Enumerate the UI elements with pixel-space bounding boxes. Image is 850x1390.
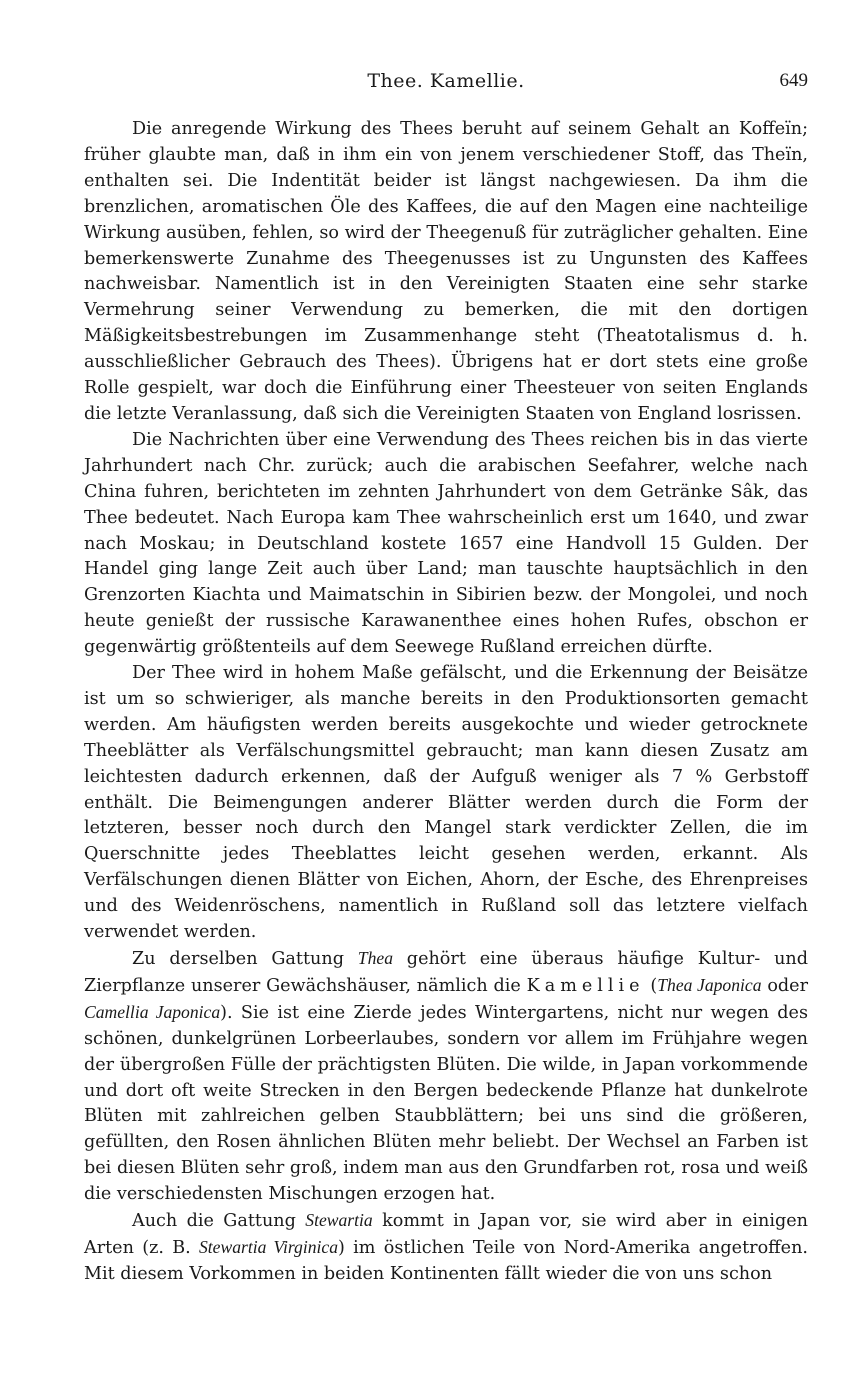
species-camellia-japonica: Camellia Japonica — [84, 1001, 221, 1022]
paragraph-camellia — [84, 946, 808, 1208]
stewartia-text-2: kommt in Japan vor, sie wird aber in einigen Arten (z. B. — [84, 1211, 808, 1258]
camellia-oder: oder — [761, 975, 808, 996]
paragraph-tea-adulteration: Der Thee wird in hohem Maße gefälscht, und die Erkennung der Beisätze ist um so schwieriger, als manche bereits in den Produktionsorten gemacht werden. Am häufigsten werden bereits ausgekochte und wieder getrocknete Theeblätter als Verfälschungsmittel gebraucht; man kann diesen Zusatz am leichtesten dadurch erkennen, daß der Aufguß weniger als 7 % Gerbstoff enthält. Die Beimengungen anderer Blätter werden durch die Form der letzteren, besser noch durch den Mangel stark verdickter Zellen, die im Querschnitte jedes Theeblattes leicht gesehen werden, erkannt. Als Verfälschungen dienen Blätter von Eichen, Ahorn, der Esche, des Ehrenpreises und des Weidenröschens, namentlich in Rußland soll das letztere vielfach verwendet werden. — [84, 663, 808, 943]
species-thea-japonica: Thea Japonica — [657, 974, 762, 995]
term-kamellie: Kamellie — [526, 975, 645, 996]
page-body — [84, 117, 808, 1288]
camellia-paren-open: ( — [644, 975, 658, 996]
camellia-text-2: gehört eine überaus häufige Kultur- und Zierpflanze unserer Gewächshäuser, nämlich die — [84, 949, 808, 996]
genus-stewartia: Stewartia — [305, 1210, 373, 1231]
paragraph-tea-history: Die Nachrichten über eine Verwendung des Thees reichen bis in das vierte Jahrhundert nach Chr. zurück; auch die arabischen Seefahrer, welche nach China fuhren, berichteten im zehnten Jahrhundert von dem Getränke Sâk, das Thee bedeutet. Nach Europa kam Thee wahrscheinlich erst um 1640, und zwar nach Moskau; in Deutschland kostete 1657 eine Handvoll 15 Gulden. Der Handel ging lange Zeit auch über Land; man tauschte hauptsächlich in den Grenzorten Kiachta und Maimatschin in Sibirien bezw. der Mongolei, und noch heute genießt der russische Karawanenthee eines hohen Rufes, obschon er gegenwärtig größtenteils auf dem Seewege Rußland erreichen dürfte. — [84, 429, 808, 658]
camellia-text-1: Zu derselben Gattung — [132, 949, 358, 969]
stewartia-text-rest: ) im östlichen Teile von Nord-Amerika angetroffen. Mit diesem Vorkommen in beiden Kontinenten fällt wieder die von uns schon — [84, 1237, 809, 1284]
genus-thea: Thea — [357, 948, 393, 968]
paragraph-stewartia — [84, 1208, 808, 1288]
stewartia-text-1: Auch die Gattung — [132, 1211, 306, 1232]
paragraph-tea-effect: Die anregende Wirkung des Thees beruht auf seinem Gehalt an Koffeïn; früher glaubte man, daß in ihm ein von jenem verschiedener Stoff, das Theïn, enthalten sei. Die Indentität beider ist längst nachgewiesen. Da ihm die brenzlichen, aromatischen Öle des Kaffees, die auf den Magen eine nachteilige Wirkung ausüben, fehlen, so wird der Theegenuß für zuträglicher gehalten. Eine bemerkenswerte Zunahme des Theegenusses ist zu Ungunsten des Kaffees nachweisbar. Namentlich ist in den Vereinigten Staaten eine sehr starke Vermehrung seiner Verwendung zu bemerken, die mit den dortigen Mäßigkeitsbestrebungen im Zusammenhange steht (Theatotalismus d. h. ausschließlicher Gebrauch des Thees). Übrigens hat er dort stets eine große Rolle gespielt, war doch die Einführung einer Theesteuer von seiten Englands die letzte Veranlassung, daß sich die Vereinigten Staaten von England losrissen. — [84, 119, 808, 424]
page-number: 649 — [779, 70, 808, 91]
header-title: Thee. Kamellie. — [367, 70, 525, 92]
species-stewartia-virginica: Stewartia Virginica — [199, 1236, 339, 1257]
running-header — [84, 70, 808, 100]
camellia-text-rest: ). Sie ist eine Zierde jedes Wintergartens, nicht nur wegen des schönen, dunkelgrünen Lorbeerlaubes, sondern vor allem im Frühjahre wegen der übergroßen Fülle der prächtigsten Blüten. Die wilde, in Japan vorkommende und dort oft weite Strecken in den Bergen bedeckende Pflanze hat dunkelrote Blüten mit zahlreichen gelben Staubblättern; bei uns sind die größeren, gefüllten, den Rosen ähnlichen Blüten mehr beliebt. Der Wechsel an Farben ist bei diesen Blüten sehr groß, indem man aus den Grundfarben rot, rosa und weiß die verschiedensten Mischungen erzogen hat. — [84, 1002, 808, 1205]
